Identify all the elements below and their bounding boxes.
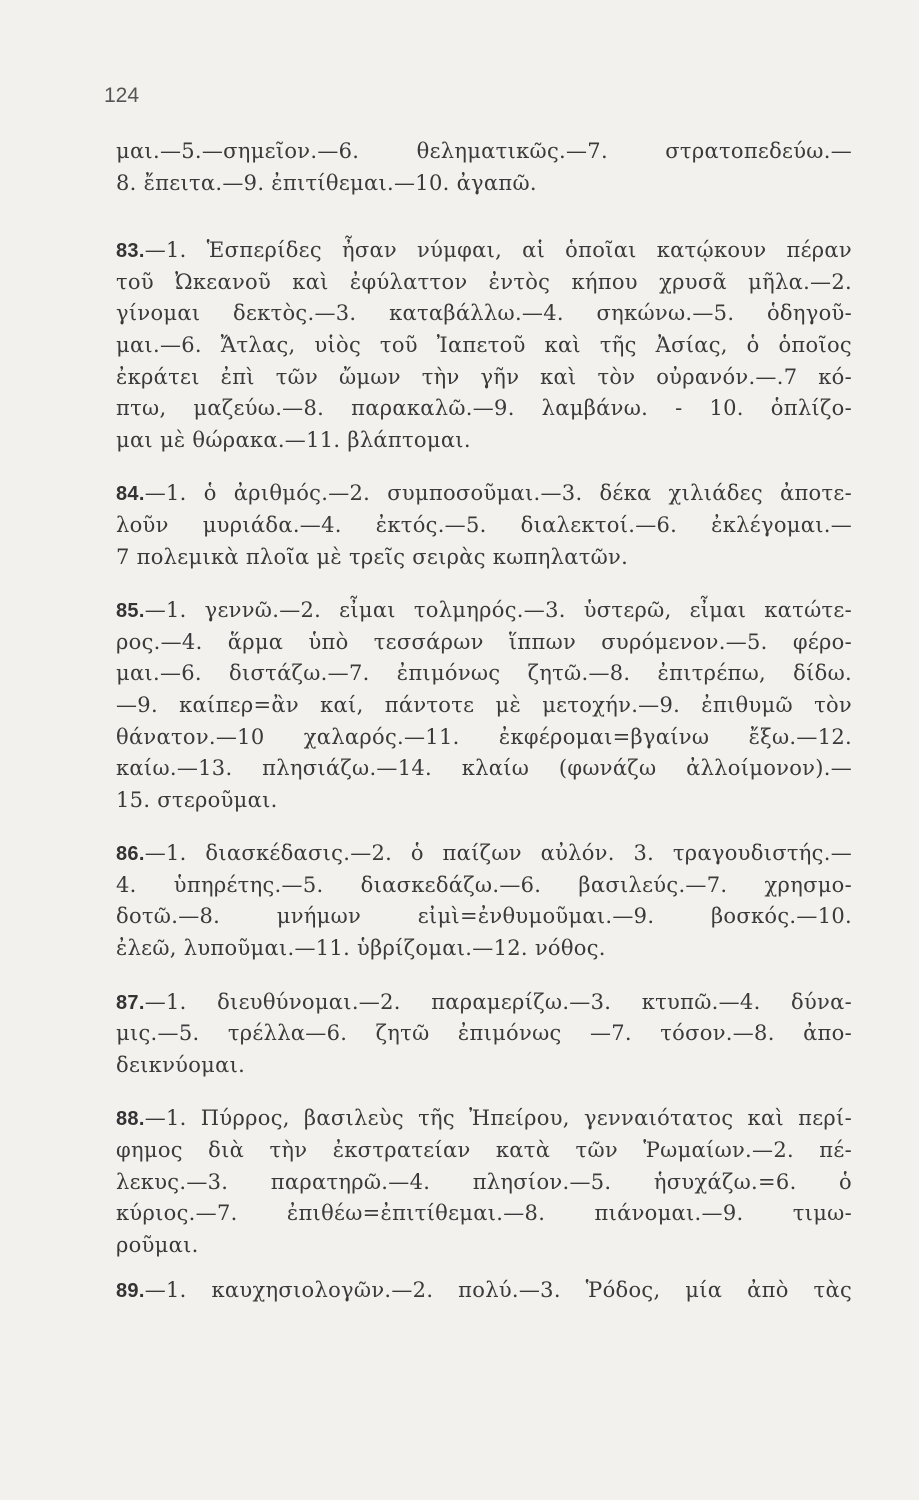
entry-89 [116, 1275, 852, 1307]
text-line: ἐκράτει ἐπὶ τῶν ὤμων τὴν γῆν καὶ τὸν οὐρανόν.—.7 κό- [116, 364, 852, 389]
text-span: —1. διευθύνομαι.—2. παραμερίζω.—3. κτυπῶ.—4. δύνα- [144, 989, 852, 1014]
text-line [116, 235, 852, 267]
text-line [116, 595, 852, 627]
text-line [116, 838, 852, 870]
text-line: 15. στεροῦμαι. [116, 787, 278, 812]
entry-number: 85. [116, 600, 145, 623]
text-line: —9. καίπερ=ἂν καί, πάντοτε μὲ μετοχήν.—9. ἐπιθυμῶ τὸν [116, 692, 852, 717]
entry-number: 84. [116, 483, 145, 506]
entry-84 [116, 478, 852, 573]
text-line: μαι.—5.—σημεῖον.—6. θεληματικῶς.—7. στρατοπεδεύω.— [116, 139, 852, 163]
text-line: ρος.—4. ἅρμα ὑπὸ τεσσάρων ἵππων συρόμενον.—5. φέρο- [116, 629, 852, 654]
entry-number: 83. [116, 240, 145, 263]
page-number: 124 [104, 84, 140, 107]
entry-number: 89. [116, 1280, 145, 1303]
text-line: δοτῶ.—8. μνήμων εἰμὶ=ἐνθυμοῦμαι.—9. βοσκός.—10. [116, 904, 852, 929]
text-line: πτω, μαζεύω.—8. παρακαλῶ.—9. λαμβάνω. - 10. ὁπλίζο- [116, 396, 852, 421]
text-line: γίνομαι δεκτὸς.—3. καταβάλλω.—4. σηκώνω.—5. ὁδηγοῦ- [116, 301, 852, 326]
text-line: μαι μὲ θώρακα.—11. βλάπτομαι. [116, 427, 471, 452]
text-line: 7 πολεμικὰ πλοῖα μὲ τρεῖς σειρὰς κωπηλατῶν. [116, 544, 629, 569]
text-line [116, 1275, 852, 1307]
text-span: —1. καυχησιολογῶν.—2. πολύ.—3. Ῥόδος, μία ἀπὸ τὰς [144, 1278, 852, 1303]
entry-87 [116, 987, 852, 1082]
entry-continuation [116, 136, 852, 199]
entry-83 [116, 235, 852, 456]
entry-number: 86. [116, 843, 145, 866]
text-line [116, 478, 852, 510]
text-line: 8. ἔπειτα.—9. ἐπιτίθεμαι.—10. ἀγαπῶ. [116, 170, 537, 195]
text-span: —1. ὁ ἀριθμός.—2. συμποσοῦμαι.—3. δέκα χιλιάδες ἀποτε- [144, 481, 852, 506]
text-line: δεικνύομαι. [116, 1052, 246, 1077]
entry-88 [116, 1103, 852, 1261]
text-line: λοῦν μυριάδα.—4. ἐκτός.—5. διαλεκτοί.—6. ἐκλέγομαι.— [116, 512, 852, 537]
entry-number: 88. [116, 1108, 145, 1131]
text-line: θάνατον.—10 χαλαρός.—11. ἐκφέρομαι=βγαίνω ἔξω.—12. [116, 724, 852, 749]
answer-key-text [116, 136, 852, 1321]
text-line: κύριος.—7. ἐπιθέω=ἐπιτίθεμαι.—8. πιάνομαι.—9. τιμω- [116, 1201, 852, 1226]
text-line: μις.—5. τρέλλα—6. ζητῶ ἐπιμόνως —7. τόσον.—8. ἀπο- [116, 1021, 852, 1046]
text-span: —1. διασκέδασις.—2. ὁ παίζων αὐλόν. 3. τραγουδιστής.— [144, 841, 852, 866]
text-line: μαι.—6. διστάζω.—7. ἐπιμόνως ζητῶ.—8. ἐπιτρέπω, δίδω. [116, 661, 852, 686]
text-line: φημος διὰ τὴν ἐκστρατείαν κατὰ τῶν Ῥωμαίων.—2. πέ- [116, 1138, 852, 1163]
text-span: —1. γεννῶ.—2. εἶμαι τολμηρός.—3. ὑστερῶ, εἶμαι κατώτε- [144, 598, 852, 623]
text-span: —1. Ἑσπερίδες ἦσαν νύμφαι, αἱ ὁποῖαι κατῴκουν πέραν [144, 238, 852, 263]
text-line: μαι.—6. Ἄτλας, υἱὸς τοῦ Ἰαπετοῦ καὶ τῆς Ἀσίας, ὁ ὁποῖος [116, 332, 852, 357]
text-line: 4. ὑπηρέτης.—5. διασκεδάζω.—6. βασιλεύς.—7. χρησμο- [116, 872, 852, 897]
text-line: τοῦ Ὠκεανοῦ καὶ ἐφύλαττον ἐντὸς κήπου χρυσᾶ μῆλα.—2. [116, 269, 852, 294]
entry-86 [116, 838, 852, 964]
text-line: λεκυς.—3. παρατηρῶ.—4. πλησίον.—5. ἡσυχάζω.=6. ὁ [116, 1169, 852, 1194]
text-line: ροῦμαι. [116, 1232, 199, 1257]
text-line: ἐλεῶ, λυποῦμαι.—11. ὑβρίζομαι.—12. νόθος. [116, 936, 606, 961]
entry-85 [116, 595, 852, 816]
text-line [116, 1103, 852, 1135]
text-line: καίω.—13. πλησιάζω.—14. κλαίω (φωνάζω ἀλλοίμονον).— [116, 756, 852, 781]
text-line [116, 987, 852, 1019]
text-span: —1. Πύρρος, βασιλεὺς τῆς Ἠπείρου, γενναιότατος καὶ περί- [144, 1106, 852, 1131]
entry-number: 87. [116, 991, 145, 1014]
